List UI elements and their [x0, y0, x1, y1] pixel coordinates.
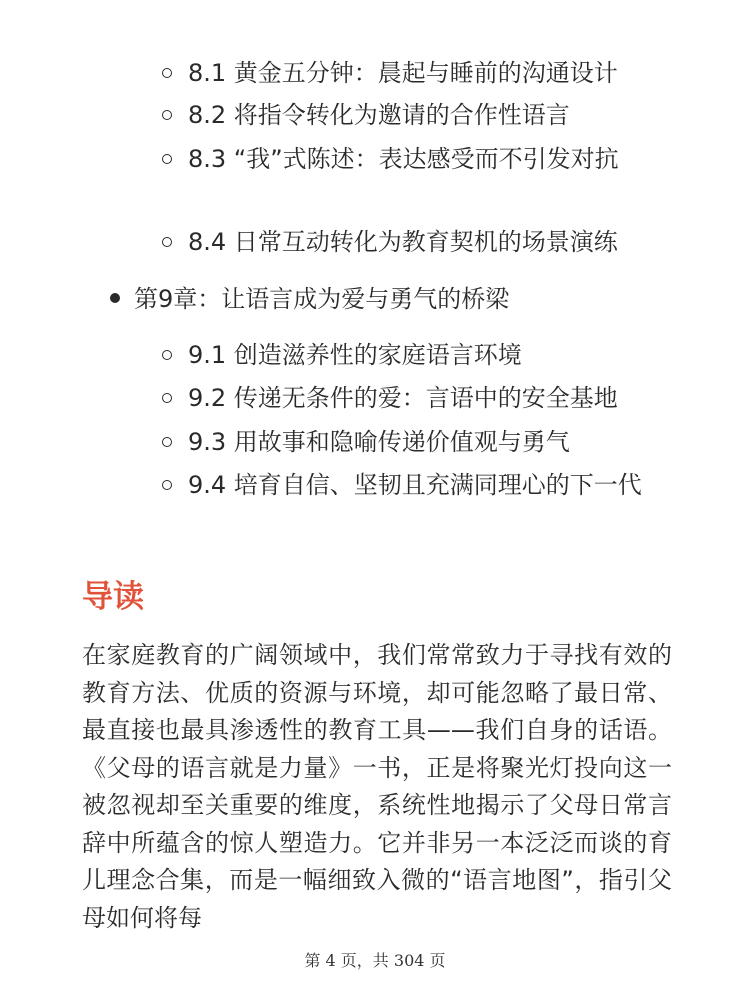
toc-item-label: 9.2 传递无条件的爱：言语中的安全基地 [188, 384, 618, 412]
toc-item-9-1[interactable] [188, 337, 668, 373]
hollow-bullet-icon [162, 237, 172, 247]
toc-item-8-3[interactable] [188, 141, 658, 177]
toc-item-label: 9.4 培育自信、坚韧且充满同理心的下一代 [188, 471, 642, 499]
hollow-bullet-icon [162, 393, 172, 403]
hollow-bullet-icon [162, 437, 172, 447]
hollow-bullet-icon [162, 110, 172, 120]
hollow-bullet-icon [162, 350, 172, 360]
toc-item-label: 9.1 创造滋养性的家庭语言环境 [188, 341, 522, 369]
toc-item-label: 9.3 用故事和隐喻传递价值观与勇气 [188, 428, 570, 456]
section-heading: 导读 [82, 579, 144, 615]
page-number-footer: 第 4 页，共 304 页 [304, 951, 446, 970]
toc-item-9-3[interactable] [188, 424, 668, 460]
chapter-title: 第9章：让语言成为爱与勇气的桥梁 [134, 285, 510, 313]
hollow-bullet-icon [162, 154, 172, 164]
toc-item-label: 8.2 将指令转化为邀请的合作性语言 [188, 101, 570, 129]
toc-item-label: 8.3 “我”式陈述：表达感受而不引发对抗 [188, 145, 619, 173]
toc-item-label: 8.4 日常互动转化为教育契机的场景演练 [188, 228, 618, 256]
toc-item-9-2[interactable] [188, 380, 668, 416]
toc-item-label: 8.1 黄金五分钟：晨起与睡前的沟通设计 [188, 59, 618, 87]
toc-item-8-4[interactable] [188, 224, 668, 260]
toc-item-9-4[interactable] [188, 467, 668, 503]
intro-paragraph: 在家庭教育的广阔领域中，我们常常致力于寻找有效的教育方法、优质的资源与环境，却可能忽略了最日常、最直接也最具渗透性的教育工具——我们自身的话语。《父母的语言就是力量》一书，正是将聚光灯投向这一被忽视却至关重要的维度，系统性地揭示了父母日常言辞中所蕴含的惊人塑造力。它并非另一本泛泛而谈的育儿理念合集，而是一幅细致入微的“语言地图”，指引父母如何将每 [82, 641, 672, 932]
hollow-bullet-icon [162, 68, 172, 78]
filled-bullet-icon [110, 293, 120, 303]
toc-chapter-9[interactable] [134, 281, 694, 317]
hollow-bullet-icon [162, 480, 172, 490]
toc-item-8-1[interactable] [188, 55, 668, 91]
toc-item-8-2[interactable] [188, 97, 668, 133]
